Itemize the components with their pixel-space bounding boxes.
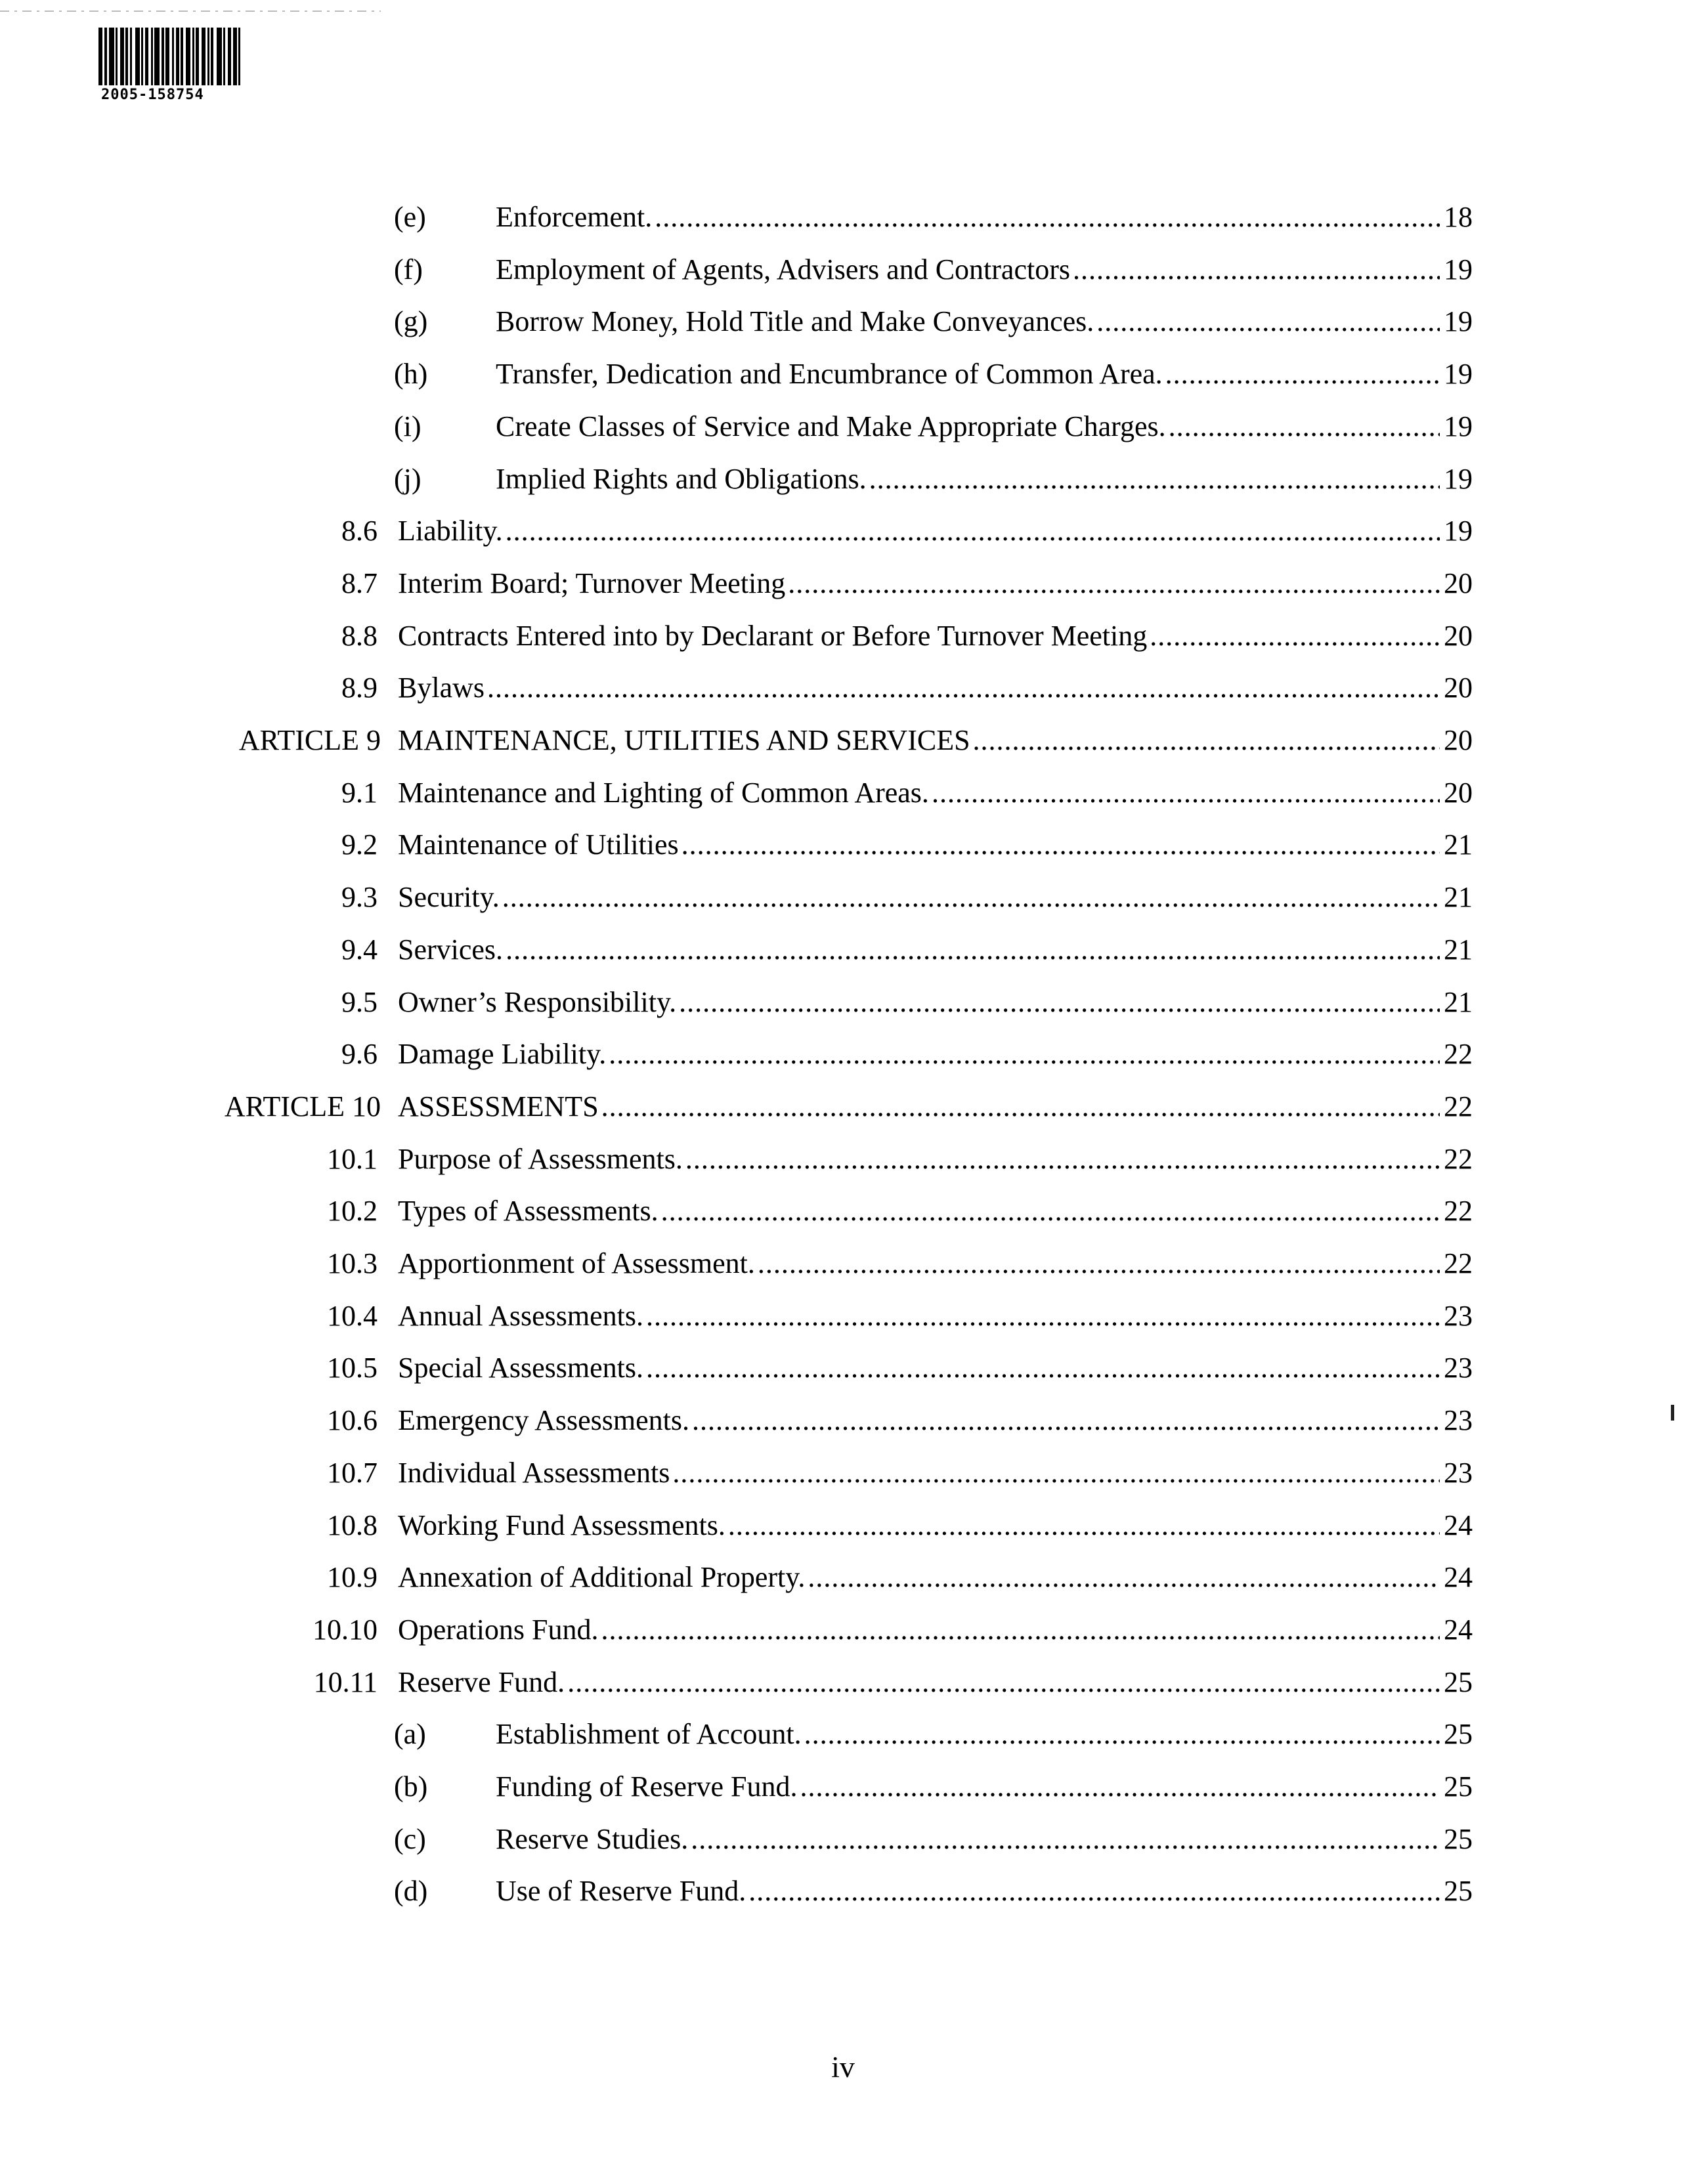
toc-row bbox=[0, 1345, 1686, 1391]
toc-row bbox=[0, 770, 1686, 816]
toc-page: 24 bbox=[1444, 1509, 1473, 1541]
toc-title: Borrow Money, Hold Title and Make Conveyances. bbox=[496, 305, 1094, 337]
toc-page: 23 bbox=[1444, 1457, 1473, 1489]
toc-number: (f) bbox=[394, 253, 423, 286]
barcode-bar bbox=[120, 28, 124, 85]
toc-row bbox=[0, 351, 1686, 397]
toc-number: 8.8 bbox=[341, 620, 378, 652]
toc-title: Funding of Reserve Fund. bbox=[496, 1770, 798, 1803]
barcode-bar bbox=[196, 28, 199, 85]
toc-row bbox=[0, 508, 1686, 554]
toc-page: 18 bbox=[1444, 201, 1473, 233]
toc-row bbox=[0, 874, 1686, 920]
toc-page: 21 bbox=[1444, 933, 1473, 966]
toc-number: 10.2 bbox=[327, 1195, 378, 1227]
toc-number: 10.8 bbox=[327, 1509, 378, 1541]
toc-row bbox=[0, 1816, 1686, 1862]
toc-number: 10.9 bbox=[327, 1561, 378, 1593]
toc-page: 19 bbox=[1444, 463, 1473, 495]
toc-number: (a) bbox=[394, 1718, 426, 1750]
toc-number: 10.11 bbox=[313, 1666, 378, 1698]
toc-page: 19 bbox=[1444, 305, 1473, 337]
dot-leader bbox=[1150, 613, 1440, 659]
dot-leader bbox=[788, 561, 1440, 607]
toc-page: 19 bbox=[1444, 515, 1473, 547]
dot-leader bbox=[1073, 247, 1440, 293]
toc-title: Interim Board; Turnover Meeting bbox=[398, 567, 786, 599]
barcode-bar bbox=[98, 28, 102, 85]
toc-number: 10.10 bbox=[313, 1614, 378, 1646]
barcode-bar bbox=[217, 28, 222, 85]
toc-row bbox=[0, 979, 1686, 1025]
toc-title: MAINTENANCE, UTILITIES AND SERVICES bbox=[398, 724, 970, 756]
toc-title: Annexation of Additional Property. bbox=[398, 1561, 806, 1593]
toc-row bbox=[0, 1031, 1686, 1077]
toc-page: 22 bbox=[1444, 1195, 1473, 1227]
toc-row bbox=[0, 822, 1686, 868]
dot-leader bbox=[804, 1711, 1440, 1757]
toc-number: 10.6 bbox=[327, 1404, 378, 1436]
toc-title: Reserve Fund. bbox=[398, 1666, 565, 1698]
recording-number: 2005-158754 bbox=[101, 87, 204, 103]
dot-leader bbox=[679, 979, 1440, 1025]
toc-title: Working Fund Assessments. bbox=[398, 1509, 725, 1541]
toc-page: 23 bbox=[1444, 1300, 1473, 1332]
toc-row bbox=[0, 717, 1686, 763]
dot-leader bbox=[748, 1868, 1440, 1914]
barcode-bar bbox=[172, 28, 174, 85]
toc-row bbox=[0, 665, 1686, 711]
toc-title: Maintenance of Utilities bbox=[398, 828, 679, 861]
toc-number: 8.6 bbox=[341, 515, 378, 547]
barcode-bar bbox=[186, 28, 190, 85]
toc-title: Transfer, Dedication and Encumbrance of Common Area. bbox=[496, 358, 1163, 390]
barcode-bar bbox=[192, 28, 194, 85]
page-number: iv bbox=[831, 2050, 855, 2084]
barcode-bar bbox=[154, 28, 160, 85]
toc-title: Employment of Agents, Advisers and Contractors bbox=[496, 253, 1070, 286]
toc-number: 10.4 bbox=[327, 1300, 378, 1332]
toc-row bbox=[0, 1398, 1686, 1444]
toc-page: 22 bbox=[1444, 1038, 1473, 1070]
toc-number: (g) bbox=[394, 305, 428, 337]
toc-row bbox=[0, 1293, 1686, 1339]
dot-leader bbox=[973, 717, 1440, 763]
toc-number: (i) bbox=[394, 410, 422, 442]
toc-number: 10.5 bbox=[327, 1352, 378, 1384]
dot-leader bbox=[932, 770, 1440, 816]
toc-title: Types of Assessments. bbox=[398, 1195, 659, 1227]
dot-leader bbox=[506, 927, 1440, 973]
toc-title: Bylaws bbox=[398, 672, 485, 704]
dot-leader bbox=[487, 665, 1440, 711]
dot-leader bbox=[1096, 299, 1440, 345]
barcode-bar bbox=[125, 28, 128, 85]
barcode-bar bbox=[109, 28, 114, 85]
toc-row bbox=[0, 927, 1686, 973]
dot-leader bbox=[601, 1607, 1440, 1653]
toc-number: (e) bbox=[394, 201, 426, 233]
toc-title: Maintenance and Lighting of Common Areas. bbox=[398, 777, 929, 809]
toc-number: (b) bbox=[394, 1770, 428, 1803]
toc-page: 25 bbox=[1444, 1770, 1473, 1803]
toc-row bbox=[0, 1554, 1686, 1600]
toc-row bbox=[0, 1659, 1686, 1705]
toc-page: 19 bbox=[1444, 358, 1473, 390]
toc-title: Security. bbox=[398, 881, 500, 913]
toc-page: 21 bbox=[1444, 828, 1473, 861]
toc-row bbox=[0, 1188, 1686, 1234]
toc-title: Individual Assessments bbox=[398, 1457, 670, 1489]
toc-number: (d) bbox=[394, 1875, 428, 1907]
dot-leader bbox=[869, 456, 1440, 502]
toc-title: Damage Liability. bbox=[398, 1038, 607, 1070]
dot-leader bbox=[685, 1136, 1440, 1182]
toc-number: (h) bbox=[394, 358, 428, 390]
toc-row bbox=[0, 299, 1686, 345]
dot-leader bbox=[661, 1188, 1440, 1234]
toc-number: (j) bbox=[394, 463, 422, 495]
toc-title: Use of Reserve Fund. bbox=[496, 1875, 746, 1907]
barcode-bar bbox=[116, 28, 118, 85]
toc-row bbox=[0, 1764, 1686, 1810]
toc-title: Reserve Studies. bbox=[496, 1823, 689, 1855]
toc-page: 25 bbox=[1444, 1666, 1473, 1698]
dot-leader bbox=[808, 1554, 1440, 1600]
barcode-bar bbox=[233, 28, 237, 85]
toc-title: Purpose of Assessments. bbox=[398, 1143, 683, 1175]
toc-page: 20 bbox=[1444, 672, 1473, 704]
toc-title: Special Assessments. bbox=[398, 1352, 643, 1384]
toc-page: 19 bbox=[1444, 253, 1473, 286]
toc-page: 25 bbox=[1444, 1718, 1473, 1750]
dot-leader bbox=[692, 1398, 1440, 1444]
toc-row bbox=[0, 1868, 1686, 1914]
toc-page: 25 bbox=[1444, 1875, 1473, 1907]
toc-number: 9.6 bbox=[341, 1038, 378, 1070]
dot-leader bbox=[681, 822, 1440, 868]
toc-page: 22 bbox=[1444, 1247, 1473, 1279]
dot-leader bbox=[728, 1503, 1440, 1549]
toc-number: 9.5 bbox=[341, 986, 378, 1018]
barcode-bar bbox=[181, 28, 183, 85]
toc-page: 20 bbox=[1444, 567, 1473, 599]
toc-title: Liability. bbox=[398, 515, 503, 547]
toc-page: 19 bbox=[1444, 410, 1473, 442]
toc-number: 10.1 bbox=[327, 1143, 378, 1175]
toc-row bbox=[0, 247, 1686, 293]
toc-number: 9.3 bbox=[341, 881, 378, 913]
toc-title: Establishment of Account. bbox=[496, 1718, 802, 1750]
toc-title: Implied Rights and Obligations. bbox=[496, 463, 867, 495]
toc-title: Services. bbox=[398, 933, 504, 966]
barcode-bar bbox=[145, 28, 148, 85]
barcode-bar bbox=[211, 28, 213, 85]
toc-page: 21 bbox=[1444, 881, 1473, 913]
toc-page: 20 bbox=[1444, 620, 1473, 652]
toc-number: 10.3 bbox=[327, 1247, 378, 1279]
toc-row bbox=[0, 1607, 1686, 1653]
barcode-bar bbox=[104, 28, 107, 85]
toc-page: 20 bbox=[1444, 724, 1473, 756]
toc-title: ASSESSMENTS bbox=[398, 1090, 599, 1123]
dot-leader bbox=[1165, 351, 1440, 397]
toc-row bbox=[0, 1241, 1686, 1287]
toc-title: Emergency Assessments. bbox=[398, 1404, 690, 1436]
toc-title: Apportionment of Assessment. bbox=[398, 1247, 755, 1279]
barcode-bar bbox=[238, 28, 240, 85]
toc-page: 22 bbox=[1444, 1090, 1473, 1123]
toc-page: 23 bbox=[1444, 1352, 1473, 1384]
toc-number: 9.1 bbox=[341, 777, 378, 809]
toc-number: 9.2 bbox=[341, 828, 378, 861]
barcode-bar bbox=[207, 28, 209, 85]
toc-page: 24 bbox=[1444, 1561, 1473, 1593]
barcode-bar bbox=[151, 28, 153, 85]
scan-artifact-mark bbox=[1671, 1405, 1674, 1421]
toc-page: 24 bbox=[1444, 1614, 1473, 1646]
barcode-bar bbox=[135, 28, 140, 85]
barcode-bar bbox=[202, 28, 205, 85]
dot-leader bbox=[646, 1293, 1440, 1339]
toc-row bbox=[0, 1711, 1686, 1757]
barcode-bar bbox=[228, 28, 231, 85]
toc-page: 21 bbox=[1444, 986, 1473, 1018]
toc-title: Contracts Entered into by Declarant or Before Turnover Meeting bbox=[398, 620, 1148, 652]
toc-row bbox=[0, 404, 1686, 450]
barcode-bar bbox=[162, 28, 164, 85]
barcode-bar bbox=[141, 28, 143, 85]
scan-artifact-line bbox=[0, 9, 394, 13]
dot-leader bbox=[758, 1241, 1440, 1287]
toc-row bbox=[0, 1503, 1686, 1549]
dot-leader bbox=[1169, 404, 1440, 450]
toc-number: ARTICLE 10 bbox=[224, 1090, 381, 1123]
barcode-bar bbox=[176, 28, 179, 85]
toc-number: 8.9 bbox=[341, 672, 378, 704]
toc-number: (c) bbox=[394, 1823, 426, 1855]
toc-row bbox=[0, 1136, 1686, 1182]
toc-title: Enforcement. bbox=[496, 201, 653, 233]
toc-number: ARTICLE 9 bbox=[238, 724, 381, 756]
dot-leader bbox=[691, 1816, 1440, 1862]
toc-number: 8.7 bbox=[341, 567, 378, 599]
toc-row bbox=[0, 456, 1686, 502]
toc-title: Owner’s Responsibility. bbox=[398, 986, 677, 1018]
toc-row bbox=[0, 194, 1686, 240]
dot-leader bbox=[800, 1764, 1440, 1810]
toc-page: 22 bbox=[1444, 1143, 1473, 1175]
barcode-bar bbox=[130, 28, 132, 85]
toc-number: 10.7 bbox=[327, 1457, 378, 1489]
barcode-image bbox=[98, 28, 407, 85]
dot-leader bbox=[601, 1084, 1440, 1130]
dot-leader bbox=[567, 1659, 1440, 1705]
dot-leader bbox=[646, 1345, 1440, 1391]
toc-row bbox=[0, 1450, 1686, 1496]
toc-row bbox=[0, 561, 1686, 607]
toc-page: 20 bbox=[1444, 777, 1473, 809]
toc-row bbox=[0, 1084, 1686, 1130]
toc-page: 25 bbox=[1444, 1823, 1473, 1855]
toc-title: Create Classes of Service and Make Appropriate Charges. bbox=[496, 410, 1166, 442]
barcode-bar bbox=[165, 28, 169, 85]
toc-row bbox=[0, 613, 1686, 659]
barcode-bar bbox=[223, 28, 225, 85]
toc-title: Annual Assessments. bbox=[398, 1300, 643, 1332]
dot-leader bbox=[502, 874, 1440, 920]
dot-leader bbox=[506, 508, 1440, 554]
dot-leader bbox=[609, 1031, 1440, 1077]
dot-leader bbox=[672, 1450, 1440, 1496]
dot-leader bbox=[655, 194, 1440, 240]
toc-page: 23 bbox=[1444, 1404, 1473, 1436]
toc-title: Operations Fund. bbox=[398, 1614, 599, 1646]
toc-number: 9.4 bbox=[341, 933, 378, 966]
